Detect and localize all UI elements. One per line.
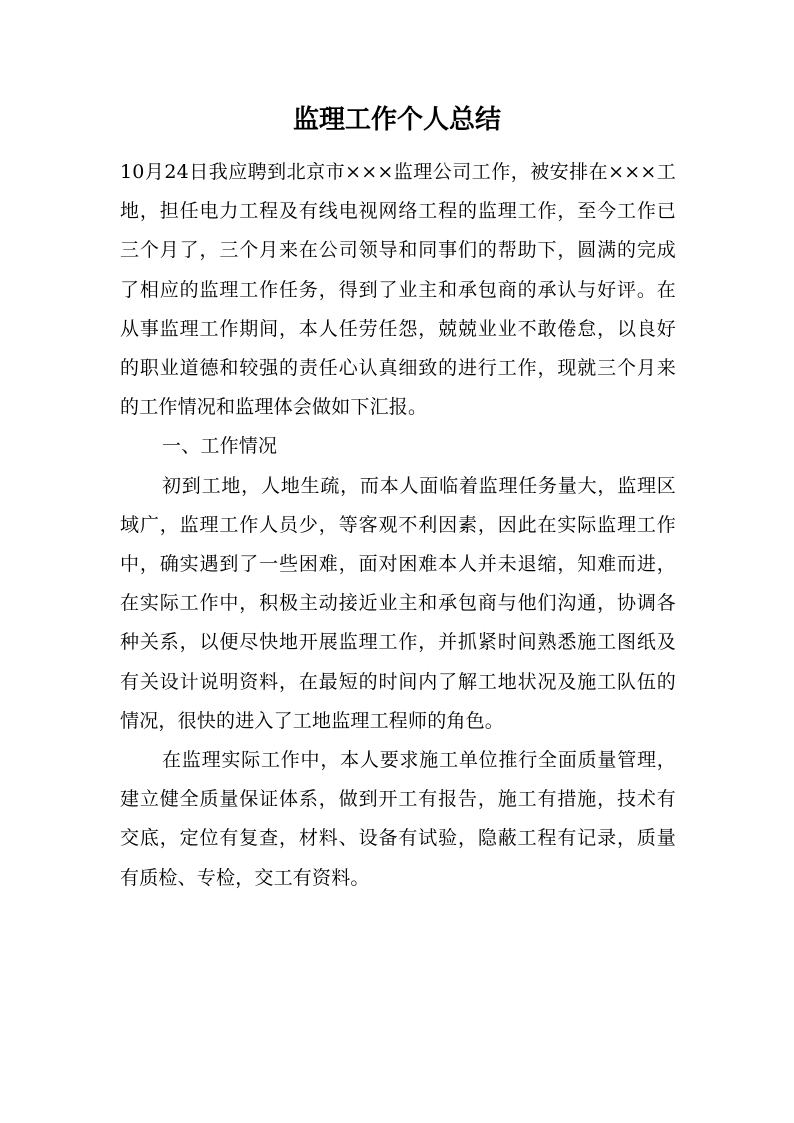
paragraph-initial-work: 初到工地，人地生疏，而本人面临着监理任务量大，监理区域广，监理工作人员少，等客观不利因素，因此在实际监理工作中，确实遇到了一些困难，面对困难本人并未退缩，知难而进，在实际工作中，积极主动接近业主和承包商与他们沟通，协调各种关系，以便尽快地开展监理工作，并抓紧时间熟悉施工图纸及有关设计说明资料，在最短的时间内了解工地状况及施工队伍的情况，很快的进入了工地监理工程师的角色。	[120, 474, 676, 732]
document-title: 监理工作个人总结	[292, 105, 501, 135]
paragraph-quality-management: 在监理实际工作中，本人要求施工单位推行全面质量管理，建立健全质量保证体系，做到开工有报告，施工有措施，技术有交底，定位有复查，材料、设备有试验，隐蔽工程有记录，质量有质检、专检，交工有资料。	[120, 749, 676, 889]
paragraph-intro: 10月24日我应聘到北京市×××监理公司工作，被安排在×××工地，担任电力工程及有线电视网络工程的监理工作，至今工作已三个月了，三个月来在公司领导和同事们的帮助下，圆满的完成了相应的监理工作任务，得到了业主和承包商的承认与好评。在从事监理工作期间，本人任劳任怨，兢兢业业不敢倦怠，以良好的职业道德和较强的责任心认真细致的进行工作，现就三个月来的工作情况和监理体会做如下汇报。	[120, 161, 676, 419]
document-body	[120, 153, 676, 898]
section-heading-work-situation: 一、工作情况	[162, 435, 278, 458]
